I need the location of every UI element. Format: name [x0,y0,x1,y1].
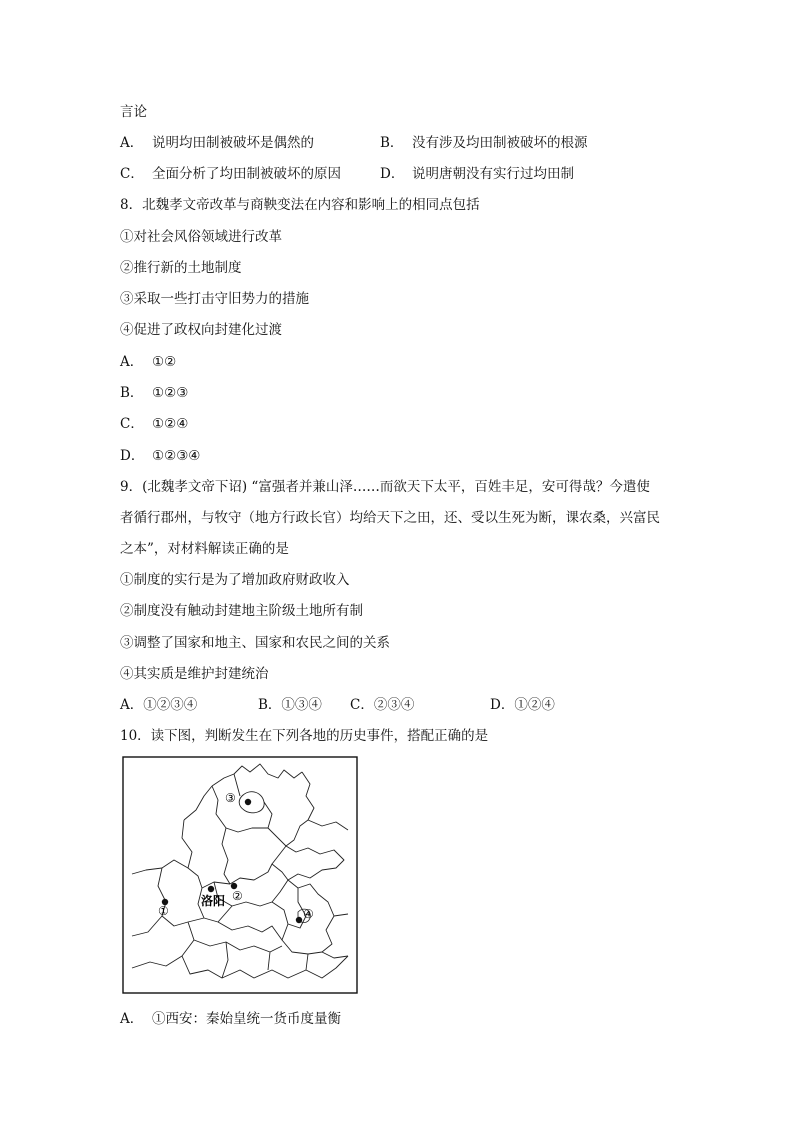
option-text: ①②④ [152,416,189,432]
q9-item-4: ④其实质是维护封建统治 [120,666,269,682]
q7-stem-tail: 言论 [120,104,147,120]
option-label: A． [120,697,144,713]
option-label: C． [350,697,374,713]
q9-item-2: ②制度没有触动封建地主阶级土地所有制 [120,603,363,619]
q9-item-1: ①制度的实行是为了增加政府财政收入 [120,572,350,588]
option-label: A． [120,135,144,151]
option-label: B． [120,385,144,401]
q9-option-a[interactable] [120,695,197,715]
option-label: C． [120,416,144,432]
option-text: ②③④ [373,697,415,713]
q9-stem-line-2: 者循行郡州，与牧守（地方行政长官）均给天下之田，还、受以生死为断，课农桑，兴富民 [120,510,660,526]
historical-map [122,756,358,994]
option-label: D． [380,166,405,182]
q9-stem-line-3: 之本”，对材料解读正确的是 [120,541,289,557]
option-text: ①② [152,354,177,370]
q8-item-2: ②推行新的土地制度 [120,260,242,276]
option-text: 没有涉及均田制被破坏的根源 [412,135,588,151]
marker-3-label: ③ [225,791,236,805]
option-text: ①③④ [281,697,322,713]
marker-1-label: ① [158,904,169,918]
option-label: D． [490,697,515,713]
q7-option-b[interactable] [380,133,588,153]
option-text: ①②③ [152,385,189,401]
q9-item-3: ③调整了国家和地主、国家和农民之间的关系 [120,635,390,651]
q9-option-d[interactable] [490,695,555,715]
location-dot-3 [245,799,251,805]
option-text: 说明均田制被破坏是偶然的 [152,135,314,151]
q8-item-1: ①对社会风俗领域进行改革 [120,229,282,245]
q7-option-d[interactable] [380,164,574,184]
option-label: B． [380,135,404,151]
q9-stem-line-1: 9．(北魏孝文帝下诏) “富强者并兼山泽……而欲天下太平，百姓丰足，安可得哉？今遣使 [120,479,650,495]
q8-option-b[interactable] [120,383,188,403]
q7-option-a[interactable] [120,133,314,153]
option-label: A． [120,354,144,370]
option-text: 全面分析了均田制被破坏的原因 [152,166,341,182]
option-label: B． [258,697,282,713]
marker-2-label: ② [232,889,243,903]
marker-4-label: ④ [303,907,314,921]
q8-stem: 8．北魏孝文帝改革与商鞅变法在内容和影响上的相同点包括 [120,197,480,213]
option-label: A． [120,1011,144,1027]
city-label-luoyang: 洛阳 [201,894,226,908]
q8-option-d[interactable] [120,446,200,466]
q10-stem: 10．读下图，判断发生在下列各地的历史事件，搭配正确的是 [120,728,489,744]
option-text: ①②③④ [143,697,198,713]
q9-option-b[interactable] [258,695,322,715]
q8-item-4: ④促进了政权向封建化过渡 [120,322,282,338]
q9-option-c[interactable] [350,695,414,715]
q10-option-a[interactable] [120,1009,341,1029]
option-text: ①②③④ [152,448,201,464]
option-text: ①西安：秦始皇统一货币度量衡 [152,1011,341,1027]
option-text: ①②④ [514,697,555,713]
option-text: 说明唐朝没有实行过均田制 [412,166,574,182]
q8-option-c[interactable] [120,414,188,434]
q7-option-c[interactable] [120,164,341,184]
option-label: C． [120,166,144,182]
q8-option-a[interactable] [120,352,176,372]
location-dot-4 [296,917,302,923]
option-label: D． [120,448,145,464]
q8-item-3: ③采取一些打击守旧势力的措施 [120,291,309,307]
location-dot-luoyang [208,886,214,892]
map-frame [123,757,357,993]
